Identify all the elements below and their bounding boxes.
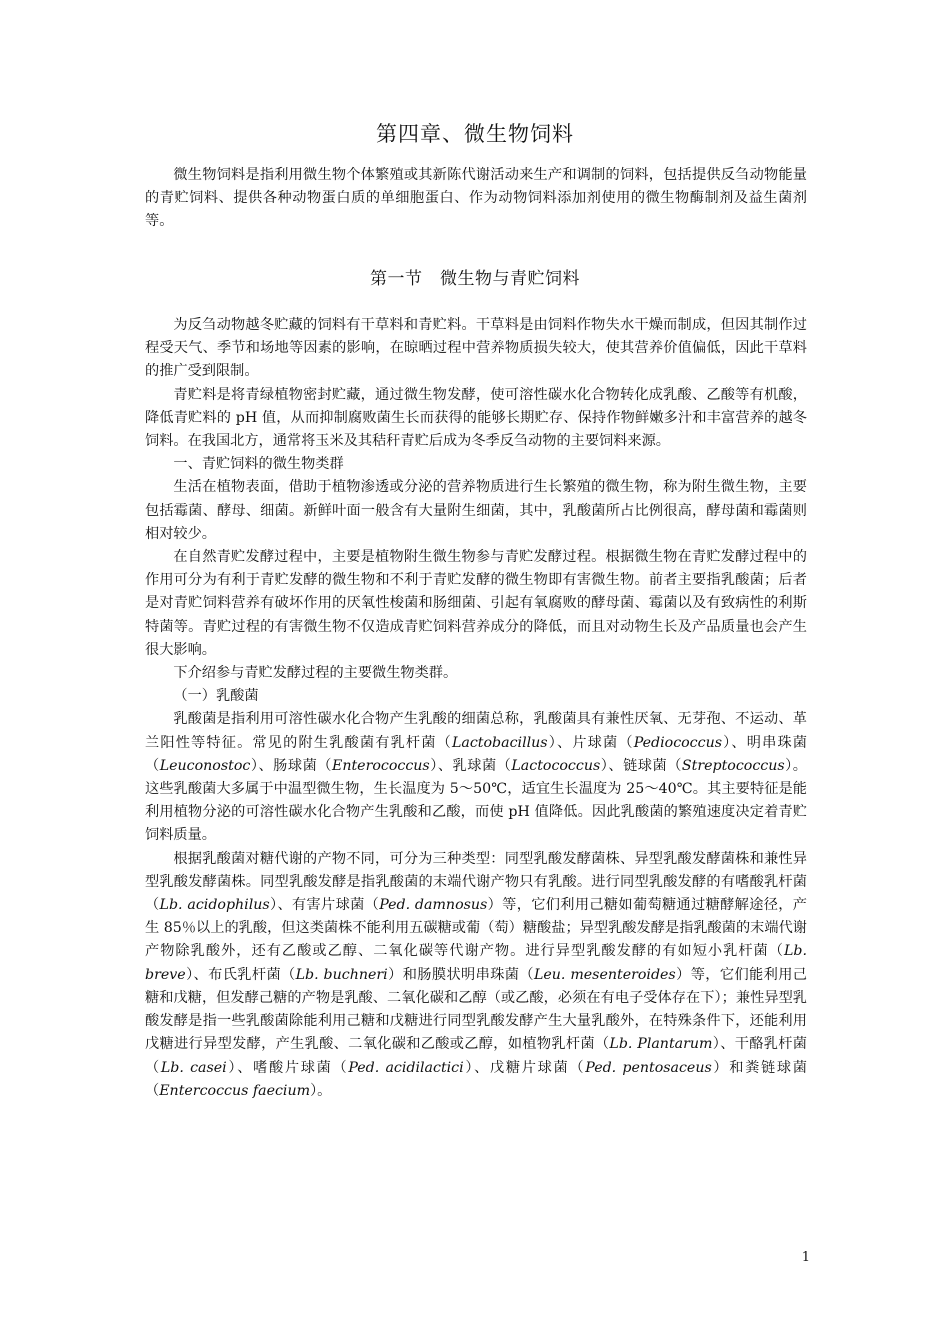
paragraph-silage: 青贮料是将青绿植物密封贮藏，通过微生物发酵，使可溶性碳水化合物转化成乳酸、乙酸等有机酸，降低青贮料的 pH 值，从而抑制腐败菌生长而获得的能够长期贮存、保持作物鲜嫩多汁和丰富营养的越冬饲料。在我国北方，通常将玉米及其秸秆青贮后成为冬季反刍动物的主要饲料来源。 [145,386,807,450]
intro-block [145,164,807,234]
paragraph-fermentation-types: 根据乳酸菌对糖代谢的产物不同，可分为三种类型：同型乳酸发酵菌株、异型乳酸发酵菌株和兼性异型乳酸发酵菌株。同型乳酸发酵是指乳酸菌的末端代谢产物只有乳酸。进行同型乳酸发酵的有嗜酸乳杆菌（Lb. acidophilus）、有害片球菌（Ped. damnosus）等，它们利用己糖如葡萄糖通过糖酵解途径，产生 85％以上的乳酸，但这类菌株不能利用五碳糖或葡（萄）糖酸盐；异型乳酸发酵是指乳酸菌的末端代谢产物除乳酸外，还有乙酸或乙醇、二氧化碳等代谢产物。进行异型乳酸发酵的有如短小乳杆菌（Lb. breve）、布氏乳杆菌（Lb. buchneri）和肠膜状明串珠菌（Leu. mesenteroides）等，它们能利用己糖和戊糖，但发酵己糖的产物是乳酸、二氧化碳和乙醇（或乙酸，必须在有电子受体存在下）；兼性异型乳酸发酵是指一些乳酸菌除能利用己糖和戊糖进行同型乳酸发酵产生大量乳酸外，在特殊条件下，还能利用戊糖进行异型发酵，产生乳酸、二氧化碳和乙酸或乙醇，如植物乳杆菌（Lb. Plantarum）、干酪乳杆菌（Lb. casei）、嗜酸片球菌（Ped. acidilactici）、戊糖片球菌（Ped. pentosaceus）和粪链球菌（Entercoccus faecium）。 [145,850,807,1099]
page-number: 1 [801,1250,810,1265]
chapter-title: 第四章、微生物饲料 [376,122,574,146]
subheading-microbe-groups: 一、青贮饲料的微生物类群 [173,456,344,473]
paragraph-fermentation: 在自然青贮发酵过程中，主要是植物附生微生物参与青贮发酵过程。根据微生物在青贮发酵过程中的作用可分为有利于青贮发酵的微生物和不利于青贮发酵的微生物即有害微生物。前者主要指乳酸菌；后者是对青贮饲料营养有破坏作用的厌氧性梭菌和肠细菌、引起有氧腐败的酵母菌、霉菌以及有致病性的利斯特菌等。青贮过程的有害微生物不仅造成青贮饲料营养成分的降低，而且对动物生长及产品质量也会产生很大影响。 [145,549,807,658]
paragraph-lactic-bacteria: 乳酸菌是指利用可溶性碳水化合物产生乳酸的细菌总称，乳酸菌具有兼性厌氧、无芽孢、不运动、革兰阳性等特征。常见的附生乳酸菌有乳杆菌（Lactobacillus）、片球菌（Pediococcus）、明串珠菌（Leuconostoc）、肠球菌（Enterococcus）、乳球菌（Lactococcus）、链球菌（Streptococcus）。这些乳酸菌大多属于中温型微生物，生长温度为 5～50℃，适宜生长温度为 25～40℃。其主要特征是能利用植物分泌的可溶性碳水化合物产生乳酸和乙酸，而使 pH 值降低。因此乳酸菌的繁殖速度决定着青贮饲料质量。 [145,711,807,844]
paragraph-epiphytic: 生活在植物表面，借助于植物渗透或分泌的营养物质进行生长繁殖的微生物，称为附生微生物，主要包括霉菌、酵母、细菌。新鲜叶面一般含有大量附生细菌，其中，乳酸菌所占比例很高，酵母菌和霉菌则相对较少。 [145,479,807,542]
subheading-lactic-bacteria: （一）乳酸菌 [173,688,259,705]
paragraph-intro-groups: 下介绍参与青贮发酵过程的主要微生物类群。 [173,665,458,682]
body-block [145,314,807,1103]
section-title: 第一节 微生物与青贮饲料 [370,269,580,289]
intro-paragraph: 微生物饲料是指利用微生物个体繁殖或其新陈代谢活动来生产和调制的饲料，包括提供反刍动物能量的青贮饲料、提供各种动物蛋白质的单细胞蛋白、作为动物饲料添加剂使用的微生物酶制剂及益生菌剂等。 [145,167,807,230]
paragraph-hay: 为反刍动物越冬贮藏的饲料有干草料和青贮料。干草料是由饲料作物失水干燥而制成，但因其制作过程受天气、季节和场地等因素的影响，在晾晒过程中营养物质损失较大，使其营养价值偏低，因此干草料的推广受到限制。 [145,317,807,380]
